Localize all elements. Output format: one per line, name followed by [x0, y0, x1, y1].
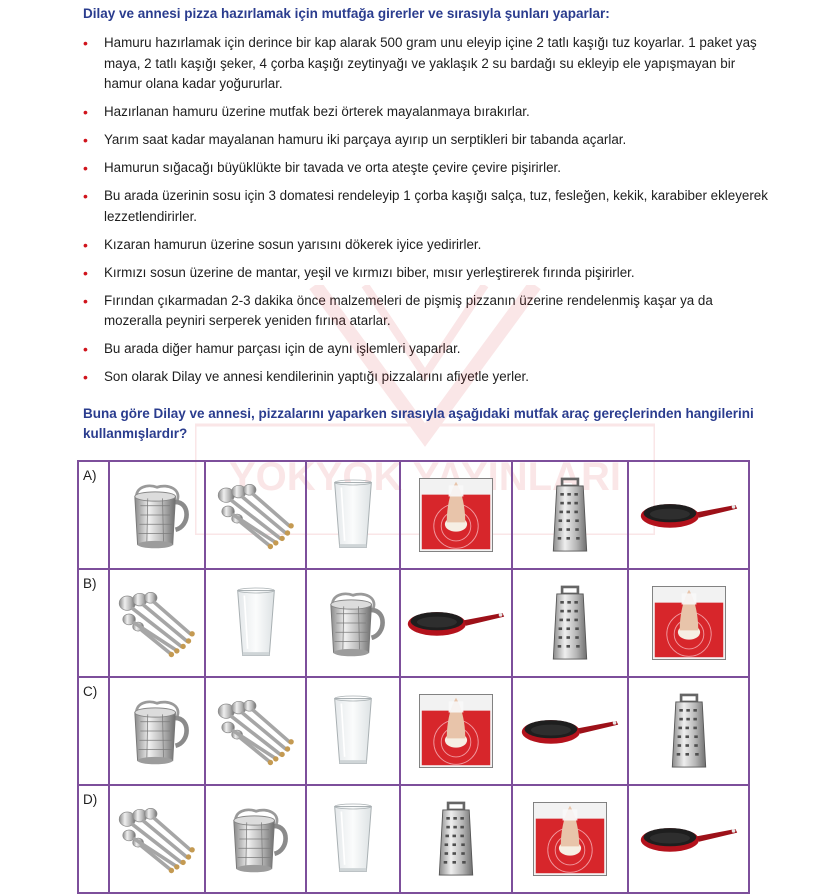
option-row-b[interactable]	[78, 569, 749, 677]
grater-icon	[628, 677, 749, 785]
bullet-icon: •	[83, 132, 88, 148]
drinking-glass-icon	[306, 785, 400, 893]
option-label[interactable]: C)	[78, 677, 109, 785]
step-text: Bu arada üzerinin sosu için 3 domatesi rendeleyip 1 çorba kaşığı salça, tuz, fesleğen, kekik, karabiber ekleyerek lezzetlendirirler.	[104, 188, 768, 224]
step-item	[83, 102, 773, 123]
bullet-icon: •	[83, 236, 88, 253]
measuring-spoons-icon	[109, 569, 205, 677]
question-text: Buna göre Dilay ve annesi, pizzalarını yaparken sırasıyla aşağıdaki mutfak araç gereçlerinden hangilerini kullanmışlardır?	[83, 406, 754, 441]
step-text: Kızaran hamurun üzerine sosun yarısını dökerek iyice yedirirler.	[104, 236, 482, 252]
step-text: Hamurun sığacağı büyüklükte bir tavada ve orta ateşte çevire çevire pişirirler.	[104, 160, 561, 175]
step-item	[83, 33, 773, 95]
measuring-spoons-icon	[205, 677, 306, 785]
bullet-icon: •	[83, 104, 88, 120]
step-text: Son olarak Dilay ve annesi kendilerinin yaptığı pizzalarını afiyetle yerler.	[104, 369, 530, 384]
watermark-text: YOKYOK YAYINLARI	[229, 455, 621, 499]
step-text: Hazırlanan hamuru üzerine mutfak bezi örterek mayalanmaya bırakırlar.	[104, 104, 530, 119]
step-item	[83, 158, 773, 179]
bullet-icon: •	[83, 264, 88, 281]
step-item	[83, 367, 773, 388]
option-label[interactable]: B)	[78, 569, 109, 677]
drinking-glass-icon	[306, 677, 400, 785]
option-row-d[interactable]	[78, 785, 749, 893]
step-item	[83, 291, 773, 332]
measuring-spoons-icon	[109, 785, 205, 893]
flour-sifter-icon	[109, 461, 205, 569]
drinking-glass-icon	[306, 461, 400, 569]
step-item	[83, 263, 773, 284]
step-item	[83, 130, 773, 151]
dough-mat-icon	[400, 461, 512, 569]
option-label[interactable]: D)	[78, 785, 109, 893]
step-text: Bu arada diğer hamur parçası için de aynı işlemleri yaparlar.	[104, 341, 461, 356]
step-item	[83, 339, 773, 360]
bullet-icon: •	[83, 35, 88, 51]
bullet-icon: •	[83, 160, 88, 176]
bullet-icon: •	[83, 369, 88, 385]
flour-sifter-icon	[205, 785, 306, 893]
dough-mat-icon	[512, 785, 628, 893]
frying-pan-icon	[512, 677, 628, 785]
step-list	[83, 33, 773, 395]
option-row-c[interactable]	[78, 677, 749, 785]
page-title: Dilay ve annesi pizza hazırlamak için mutfağa girerler ve sırasıyla şunları yaparlar:	[83, 6, 610, 21]
dough-mat-icon	[400, 677, 512, 785]
frying-pan-icon	[628, 785, 749, 893]
flour-sifter-icon	[109, 677, 205, 785]
flour-sifter-icon	[306, 569, 400, 677]
drinking-glass-icon	[205, 569, 306, 677]
step-text: Fırından çıkarmadan 2-3 dakika önce malzemeleri de pişmiş pizzanın üzerine rendelenmiş kaşar ya da mozeralla peyniri serperek yeniden fırına atarlar.	[104, 292, 713, 328]
bullet-icon: •	[83, 292, 88, 309]
step-item	[83, 186, 773, 227]
grater-icon	[400, 785, 512, 893]
answer-options-table	[77, 460, 750, 894]
step-text: Hamuru hazırlamak için derince bir kap alarak 500 gram unu eleyip içine 2 tatlı kaşığı tuz koyarlar. 1 paket yaş maya, 2 tatlı kaşığı şeker, 4 çorba kaşığı zeytinyağı ve yaklaşık 2 su bardağı su ekleyip ele yapışmayan bir hamur olana kadar yoğururlar.	[104, 35, 757, 91]
dough-mat-icon	[628, 569, 749, 677]
grater-icon	[512, 569, 628, 677]
option-label[interactable]: A)	[78, 461, 109, 569]
step-item	[83, 235, 773, 256]
option-row-a[interactable]	[78, 461, 749, 569]
bullet-icon: •	[83, 341, 88, 357]
bullet-icon: •	[83, 188, 88, 204]
measuring-spoons-icon	[205, 461, 306, 569]
grater-icon	[512, 461, 628, 569]
frying-pan-icon	[628, 461, 749, 569]
step-text: Yarım saat kadar mayalanan hamuru iki parçaya ayırıp un serptikleri bir tabanda açarlar.	[104, 132, 627, 147]
step-text: Kırmızı sosun üzerine de mantar, yeşil ve kırmızı biber, mısır yerleştirerek fırında pişirirler.	[104, 264, 635, 280]
frying-pan-icon	[400, 569, 512, 677]
